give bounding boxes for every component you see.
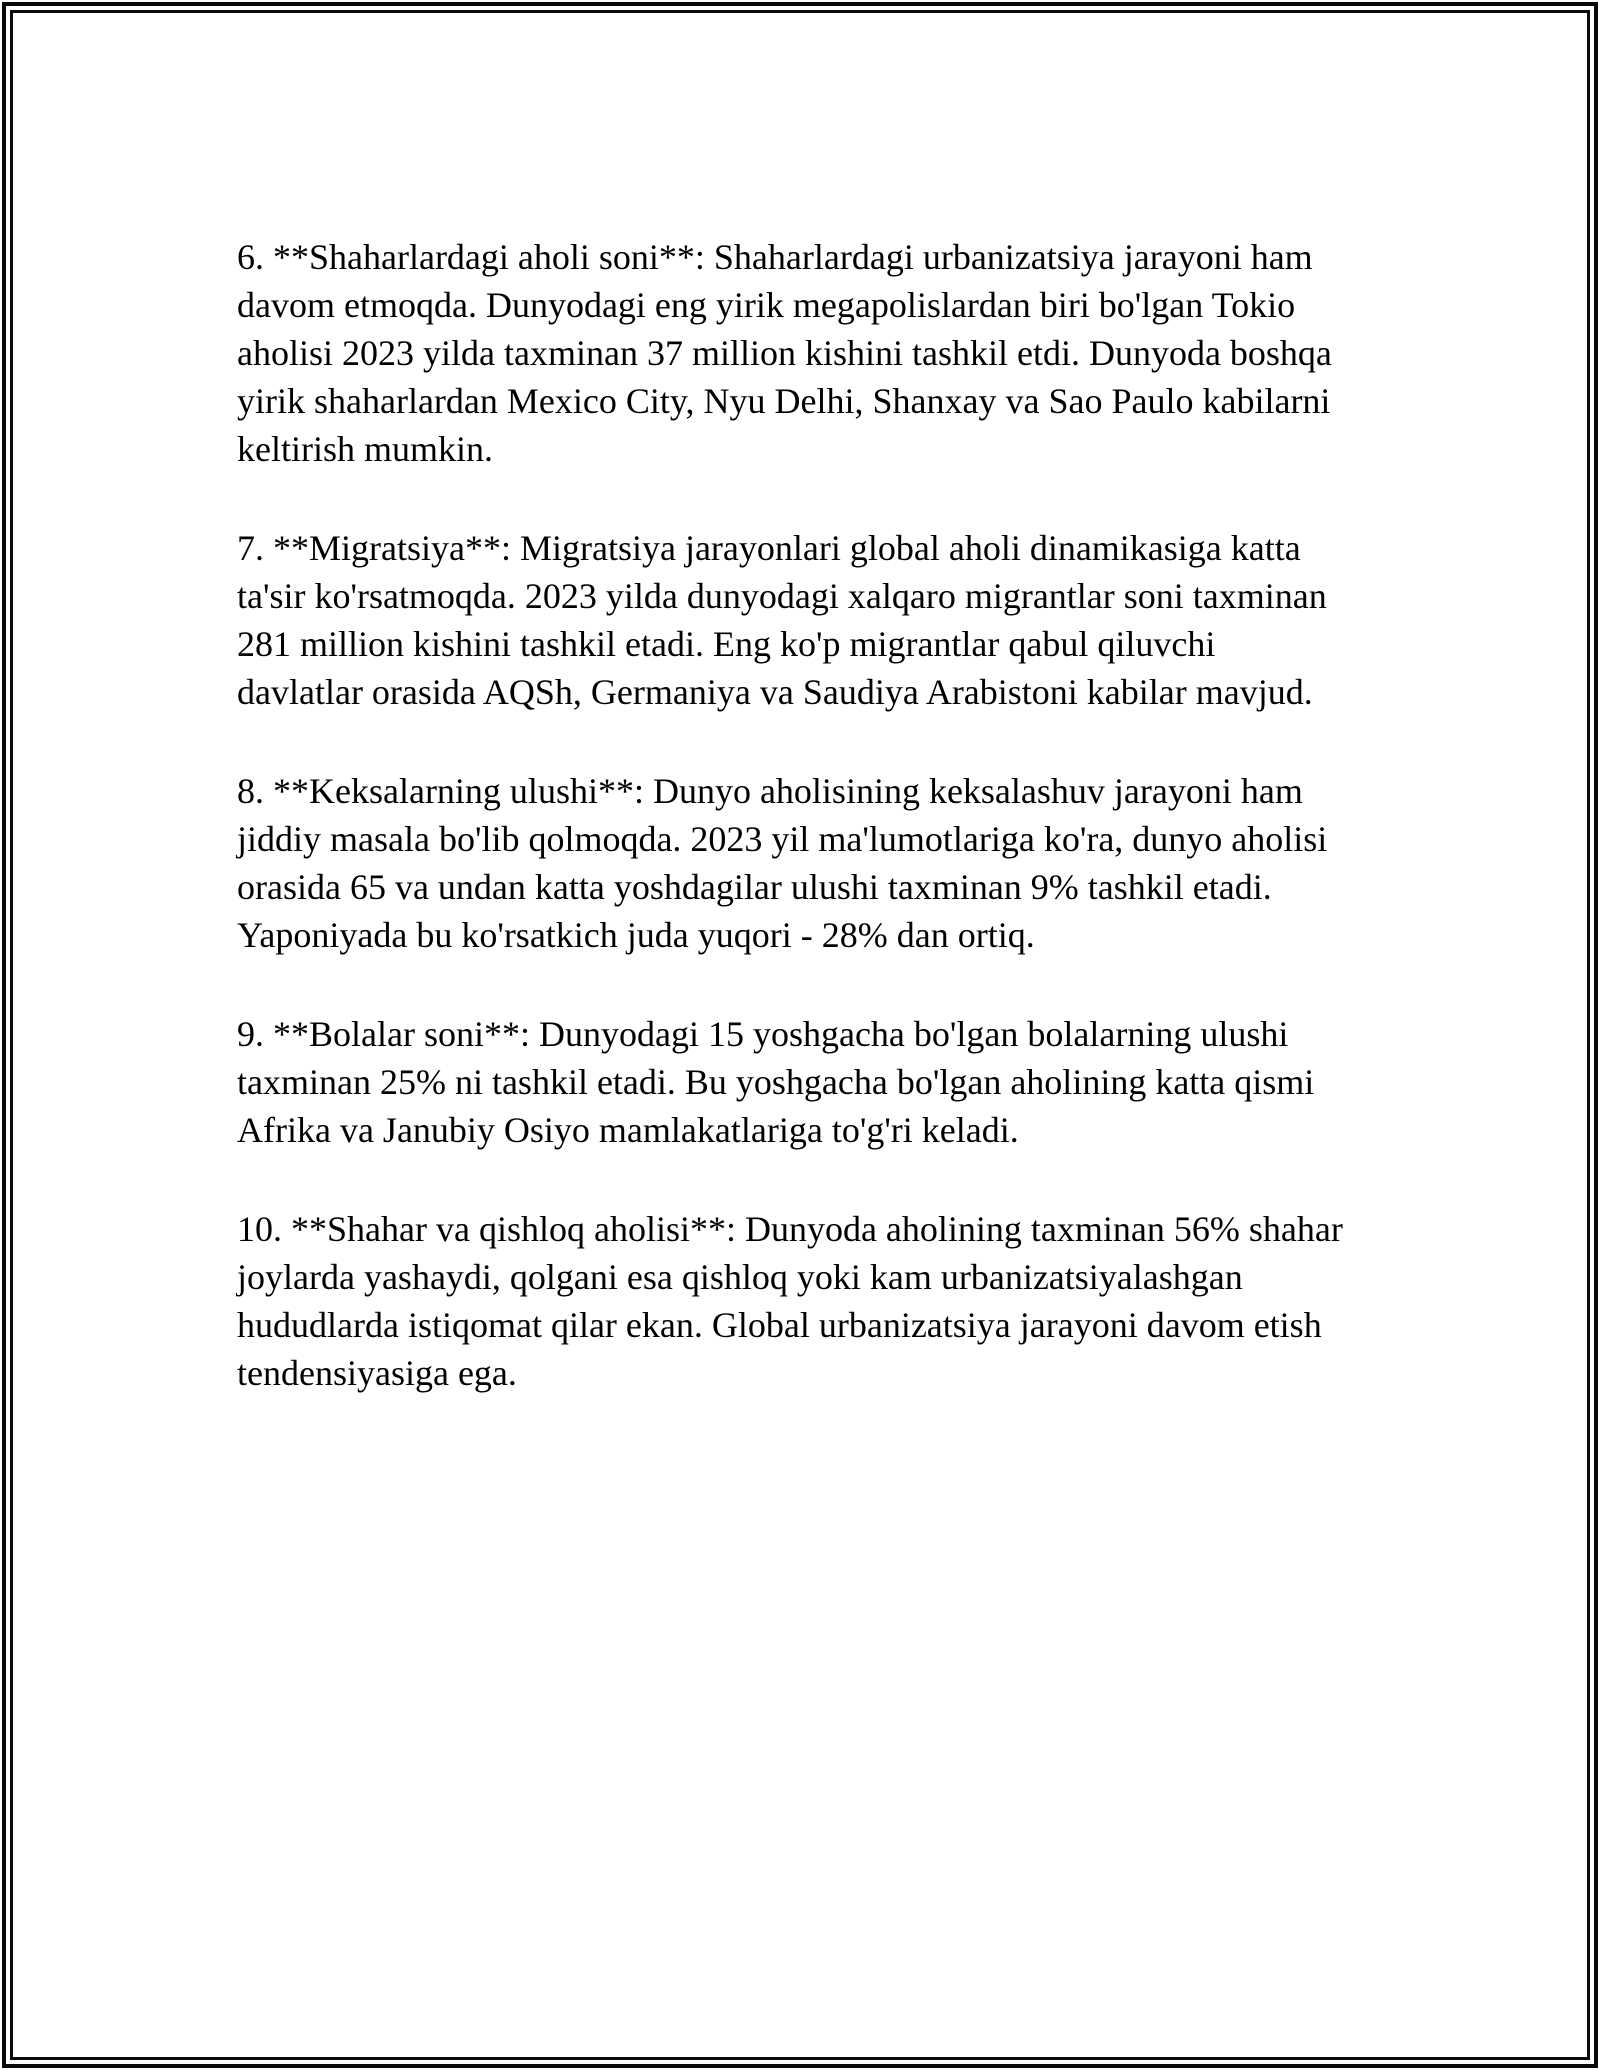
text-line: hududlarda istiqomat qilar ekan. Global urbanizatsiya jarayoni davom etish — [237, 1305, 1322, 1345]
text-line: ta'sir ko'rsatmoqda. 2023 yilda dunyodagi xalqaro migrantlar soni taxminan — [237, 576, 1327, 616]
text-line: taxminan 25% ni tashkil etadi. Bu yoshgacha bo'lgan aholining katta qismi — [237, 1062, 1315, 1102]
paragraph-6 — [237, 233, 1382, 473]
text-line: Afrika va Janubiy Osiyo mamlakatlariga to'g'ri keladi. — [237, 1110, 1019, 1150]
text-line: 10. **Shahar va qishloq aholisi**: Dunyoda aholining taxminan 56% shahar — [237, 1209, 1343, 1249]
text-line: 281 million kishini tashkil etadi. Eng ko'p migrantlar qabul qiluvchi — [237, 624, 1216, 664]
paragraph-10 — [237, 1205, 1382, 1397]
text-line: orasida 65 va undan katta yoshdagilar ulushi taxminan 9% tashkil etadi. — [237, 867, 1272, 907]
document-body — [237, 233, 1382, 1448]
text-line: 7. **Migratsiya**: Migratsiya jarayonlari global aholi dinamikasiga katta — [237, 528, 1301, 568]
paragraph-8 — [237, 767, 1382, 959]
text-line: 6. **Shaharlardagi aholi soni**: Shaharlardagi urbanizatsiya jarayoni ham — [237, 237, 1313, 277]
text-line: keltirish mumkin. — [237, 429, 493, 469]
text-line: 8. **Keksalarning ulushi**: Dunyo aholisining keksalashuv jarayoni ham — [237, 771, 1303, 811]
text-line: 9. **Bolalar soni**: Dunyodagi 15 yoshgacha bo'lgan bolalarning ulushi — [237, 1014, 1289, 1054]
text-line: yirik shaharlardan Mexico City, Nyu Delhi, Shanxay va Sao Paulo kabilarni — [237, 381, 1331, 421]
text-line: jiddiy masala bo'lib qolmoqda. 2023 yil ma'lumotlariga ko'ra, dunyo aholisi — [237, 819, 1328, 859]
paragraph-7 — [237, 524, 1382, 716]
paragraph-9 — [237, 1010, 1382, 1154]
text-line: Yaponiyada bu ko'rsatkich juda yuqori - 28% dan ortiq. — [237, 915, 1035, 955]
text-line: joylarda yashaydi, qolgani esa qishloq yoki kam urbanizatsiyalashgan — [237, 1257, 1243, 1297]
text-line: davlatlar orasida AQSh, Germaniya va Saudiya Arabistoni kabilar mavjud. — [237, 672, 1313, 712]
text-line: tendensiyasiga ega. — [237, 1353, 517, 1393]
text-line: aholisi 2023 yilda taxminan 37 million kishini tashkil etdi. Dunyoda boshqa — [237, 333, 1332, 373]
text-line: davom etmoqda. Dunyodagi eng yirik megapolislardan biri bo'lgan Tokio — [237, 285, 1296, 325]
